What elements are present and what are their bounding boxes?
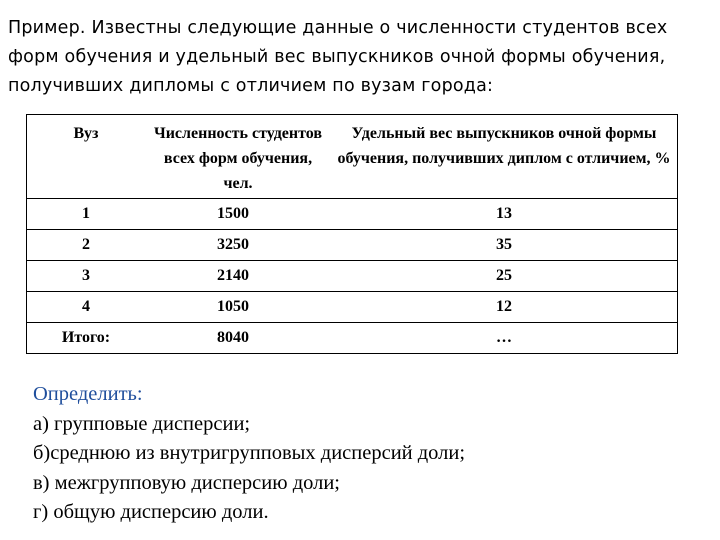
cell-student-count: 1050 [145, 292, 331, 323]
cell-student-count: 1500 [145, 199, 331, 230]
cell-honors-share: 13 [331, 199, 678, 230]
cell-honors-share: 35 [331, 230, 678, 261]
cell-honors-share: 12 [331, 292, 678, 323]
table-row [27, 230, 678, 261]
task-item-a: а) групповые дисперсии; [33, 412, 251, 435]
cell-honors-share: 25 [331, 261, 678, 292]
cell-student-count: 3250 [145, 230, 331, 261]
header-university: Вуз [27, 115, 146, 199]
task-text [33, 380, 693, 528]
intro-line-3: получивших дипломы с отличием по вузам города: [8, 76, 494, 96]
cell-total-honors-share: … [496, 329, 512, 346]
universities-table [26, 114, 678, 354]
table-header-row [27, 115, 678, 199]
cell-university: 3 [27, 261, 146, 292]
intro-text [8, 14, 708, 101]
table-row [27, 292, 678, 323]
cell-total-student-count: 8040 [217, 329, 249, 346]
header-honors-share: Удельный вес выпускников очной формы обучения, получивших диплом с отличием, % [331, 115, 678, 199]
task-heading: Определить: [33, 383, 143, 405]
header-student-count: Численность студентов всех форм обучения, чел. [145, 115, 331, 199]
cell-university: 1 [27, 199, 146, 230]
cell-total-label: Итого: [61, 329, 111, 346]
intro-line-1: Пример. Известны следующие данные о численности студентов всех [8, 18, 668, 38]
cell-university: 2 [27, 230, 146, 261]
task-item-b: б)среднюю из внутригрупповых дисперсий доли; [33, 442, 466, 464]
intro-line-2: форм обучения и удельный вес выпускников очной формы обучения, [8, 47, 666, 67]
table-row [27, 261, 678, 292]
table-total-row [27, 323, 678, 354]
cell-university: 4 [27, 292, 146, 323]
cell-student-count: 2140 [145, 261, 331, 292]
table-row [27, 199, 678, 230]
task-item-c: в) межгрупповую дисперсию доли; [33, 471, 340, 494]
task-item-d: г) общую дисперсию доли. [33, 501, 269, 523]
